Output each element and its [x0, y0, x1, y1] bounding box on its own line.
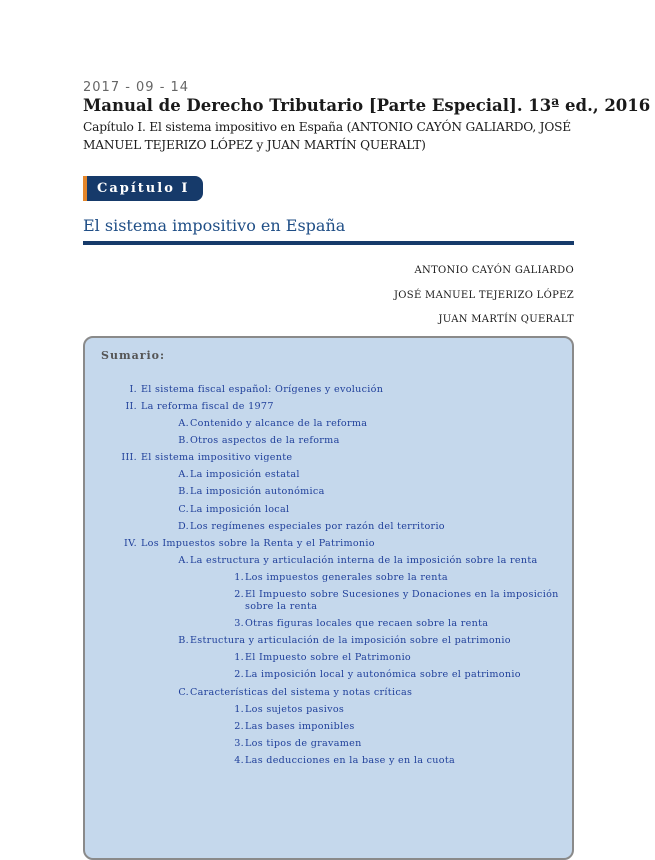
- toc-text: La reforma fiscal de 1977: [141, 401, 274, 412]
- toc-number: A.: [178, 418, 189, 429]
- toc-number: 1.: [234, 704, 244, 715]
- author-3: JUAN MARTÍN QUERALT: [438, 314, 574, 325]
- toc-text: Los Impuestos sobre la Renta y el Patrimonio: [141, 538, 375, 549]
- toc-text: Los tipos de gravamen: [245, 738, 362, 749]
- toc-text: La imposición autonómica: [190, 486, 325, 497]
- summary-box: [83, 336, 574, 860]
- toc-text-continued: sobre la renta: [245, 601, 318, 612]
- toc-number: 1.: [234, 652, 244, 663]
- toc-text: La imposición estatal: [190, 469, 300, 480]
- author-1: ANTONIO CAYÓN GALIARDO: [414, 265, 574, 276]
- toc-text: Otras figuras locales que recaen sobre la renta: [245, 618, 489, 629]
- toc-number: B.: [178, 435, 189, 446]
- toc-number: B.: [178, 635, 189, 646]
- toc-number: 4.: [234, 755, 244, 766]
- summary-label: Sumario:: [101, 349, 166, 362]
- toc-text: Características del sistema y notas críticas: [190, 687, 413, 698]
- toc-text: La imposición local y autonómica sobre el patrimonio: [245, 669, 521, 680]
- toc-text: Las deducciones en la base y en la cuota: [245, 755, 455, 766]
- toc-number: 2.: [234, 669, 244, 680]
- chapter-badge: Capítulo I: [83, 176, 203, 201]
- toc-number: B.: [178, 486, 189, 497]
- toc-number: C.: [178, 504, 189, 515]
- toc-text: El sistema impositivo vigente: [141, 452, 293, 463]
- toc-number: 1.: [234, 572, 244, 583]
- document-date: 2017 - 09 - 14: [83, 80, 190, 95]
- toc-text: Estructura y articulación de la imposición sobre el patrimonio: [190, 635, 511, 646]
- toc-number: A.: [178, 469, 189, 480]
- toc-number: I.: [129, 384, 137, 395]
- toc-text: Los regímenes especiales por razón del territorio: [190, 521, 445, 532]
- toc-number: 3.: [234, 738, 244, 749]
- toc-text: El Impuesto sobre Sucesiones y Donaciones en la imposición: [245, 589, 559, 600]
- title-divider: [83, 241, 574, 245]
- toc-number: D.: [178, 521, 189, 532]
- toc-text: El Impuesto sobre el Patrimonio: [245, 652, 412, 663]
- toc-number: II.: [125, 401, 137, 412]
- toc-number: 3.: [234, 618, 244, 629]
- toc-number: A.: [178, 555, 189, 566]
- toc-text: Las bases imponibles: [245, 721, 355, 732]
- chapter-subtitle: Capítulo I. El sistema impositivo en España (ANTONIO CAYÓN GALIARDO, JOSÉ MANUEL TEJERIZO LÓPEZ y JUAN MARTÍN QUERALT): [83, 120, 572, 152]
- toc-text: Otros aspectos de la reforma: [190, 435, 340, 446]
- toc-number: IV.: [124, 538, 137, 549]
- toc-text: La estructura y articulación interna de la imposición sobre la renta: [190, 555, 538, 566]
- toc-text: La imposición local: [190, 504, 290, 515]
- chapter-title: El sistema impositivo en España: [83, 216, 346, 235]
- toc-number: 2.: [234, 721, 244, 732]
- toc-number: 2.: [234, 589, 244, 600]
- author-2: JOSÉ MANUEL TEJERIZO LÓPEZ: [394, 290, 574, 301]
- toc-text: El sistema fiscal español: Orígenes y evolución: [141, 384, 384, 395]
- book-title: Manual de Derecho Tributario [Parte Especial]. 13ª ed., 2016: [83, 96, 651, 115]
- toc-text: Contenido y alcance de la reforma: [190, 418, 368, 429]
- toc-number: C.: [178, 687, 189, 698]
- toc-text: Los impuestos generales sobre la renta: [245, 572, 448, 583]
- toc-text: Los sujetos pasivos: [245, 704, 345, 715]
- toc-number: III.: [121, 452, 137, 463]
